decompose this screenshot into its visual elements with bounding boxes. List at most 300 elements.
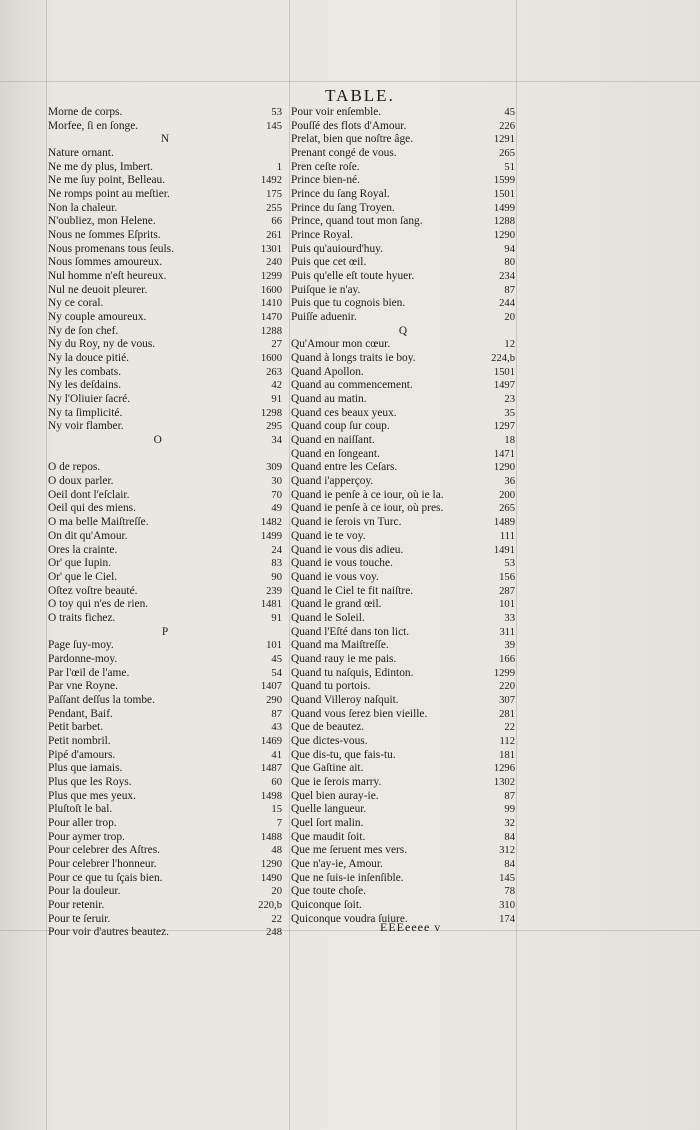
index-entry: [291, 502, 515, 516]
entry-title: Quand ces beaux yeux.: [291, 406, 397, 419]
entry-title: Quiconque voudra ſuiure.: [291, 912, 408, 925]
entry-title: Prince du ſang Troyen.: [291, 201, 395, 214]
entry-title: Puis que cet œil.: [291, 256, 367, 269]
index-entry: [291, 762, 515, 776]
index-entry: [48, 229, 282, 243]
page-number: 12: [504, 339, 515, 351]
page-number: 295: [266, 421, 282, 433]
entry-title: O doux parler.: [48, 475, 114, 488]
entry-title: Oſtez voſtre beauté.: [48, 584, 138, 597]
index-entry: [291, 721, 515, 735]
page-number: 43: [271, 722, 282, 734]
page-number: 265: [499, 148, 515, 160]
entry-title: Puis qu'auiourd'huy.: [291, 242, 383, 255]
index-entry: [48, 598, 282, 612]
entry-title: Quand tu naſquis, Edinton.: [291, 666, 414, 679]
index-entry: [291, 243, 515, 257]
page-number: 60: [271, 776, 282, 788]
entry-title: O de repos.: [48, 461, 101, 474]
index-entry: [48, 338, 282, 352]
index-entry: [48, 407, 282, 421]
page-number: 94: [504, 243, 515, 255]
index-entry: [48, 393, 282, 407]
index-entry: [48, 256, 282, 270]
entry-title: Que de beautez.: [291, 721, 365, 734]
index-entry: [291, 667, 515, 681]
page-number: 99: [504, 804, 515, 816]
entry-title: Ny voir flamber.: [48, 420, 124, 433]
page-number: 45: [504, 107, 515, 118]
index-entry: [48, 721, 282, 735]
entry-title: Quel ſort malin.: [291, 816, 364, 829]
entry-title: Pipé d'amours.: [48, 748, 116, 761]
index-entry: [291, 366, 515, 380]
entry-title: Ne me ſuy point, Belleau.: [48, 174, 166, 187]
index-entry: [291, 844, 515, 858]
entry-title: Pouſſé des flots d'Amour.: [291, 119, 407, 132]
entry-title: Puis que tu cognois bien.: [291, 297, 406, 310]
index-entry: [291, 393, 515, 407]
entry-title: Ny l'Oliuier ſacré.: [48, 393, 131, 406]
page-number: 311: [499, 626, 515, 638]
entry-title: Ne me dy plus, Imbert.: [48, 160, 154, 173]
entry-title: Que me ſeruent mes vers.: [291, 844, 408, 857]
index-entry: [291, 311, 515, 325]
entry-title: N'oubliez, mon Helene.: [48, 215, 156, 228]
page-number: 1497: [493, 380, 515, 392]
page-number: 281: [499, 708, 515, 720]
page-number: 1501: [493, 366, 515, 378]
ruling-line: [289, 0, 290, 1130]
page-number: 181: [499, 749, 515, 761]
page-number: 1489: [493, 517, 515, 529]
entry-title: Puiſque ie n'ay.: [291, 283, 361, 296]
page-number: 15: [271, 804, 282, 816]
entry-title: Petit barbet.: [48, 721, 104, 734]
index-entry: [291, 858, 515, 872]
page-number: 7: [276, 817, 282, 829]
index-entry: [291, 735, 515, 749]
ruling-line: [46, 0, 47, 1130]
entry-title: Nous ſommes amoureux.: [48, 256, 163, 269]
index-entry: [291, 229, 515, 243]
index-entry: [291, 133, 515, 147]
page-number: 263: [266, 366, 282, 378]
page-number: 224,b: [491, 353, 515, 365]
index-entry: [48, 448, 282, 462]
entry-title: Ny la douce pitié.: [48, 352, 129, 365]
index-entry: [48, 639, 282, 653]
page-number: 226: [499, 120, 515, 132]
page-number: 1487: [260, 763, 282, 775]
page-number: 1469: [260, 735, 282, 747]
entry-title: Quand le Ciel te fit naiſtre.: [291, 584, 414, 597]
page-number: 84: [504, 831, 515, 843]
page-number: 1291: [493, 134, 515, 146]
index-entry: [291, 461, 515, 475]
page-number: 41: [271, 749, 282, 761]
page-number: 87: [504, 284, 515, 296]
index-entry: [48, 202, 282, 216]
entry-title: Prince, quand tout mon ſang.: [291, 215, 423, 228]
page-number: 33: [504, 612, 515, 624]
index-entry: [291, 489, 515, 503]
page-number: 307: [499, 694, 515, 706]
index-entry: [48, 885, 282, 899]
page-number: 166: [499, 653, 515, 665]
entry-title: Quand ie ſerois vn Turc.: [291, 516, 402, 529]
index-entry: [48, 420, 282, 434]
page-number: 22: [504, 722, 515, 734]
entry-title: Morfee, ſi en ſonge.: [48, 119, 139, 132]
entry-title: Que maudit ſoit.: [291, 830, 366, 843]
page-number: 53: [271, 107, 282, 118]
index-entry: [291, 161, 515, 175]
index-entry: [291, 407, 515, 421]
page-number: 145: [266, 120, 282, 132]
page-number: 1407: [260, 681, 282, 693]
page-number: 36: [504, 476, 515, 488]
index-entry: [48, 667, 282, 681]
page-number: 91: [271, 612, 282, 624]
entry-title: Ny les deſdains.: [48, 379, 122, 392]
entry-title: Quand Apollon.: [291, 365, 364, 378]
entry-title: Pour la douleur.: [48, 885, 121, 898]
entry-title: Quand tu portois.: [291, 680, 371, 693]
section-letter: O: [153, 434, 162, 447]
index-entry: [48, 516, 282, 530]
index-entry: [291, 147, 515, 161]
entry-title: Quand le Soleil.: [291, 611, 365, 624]
entry-title: Pour aller trop.: [48, 816, 117, 829]
entry-title: Quand i'apperçoy.: [291, 475, 374, 488]
entry-title: Quand au commencement.: [291, 379, 413, 392]
page-number: 49: [271, 503, 282, 515]
index-entry: [291, 284, 515, 298]
page-number: 310: [499, 899, 515, 911]
entry-title: Quand ie vous voy.: [291, 570, 379, 583]
entry-title: Quand ie penſe à ce iour, où ie la.: [291, 488, 444, 501]
page-title: TABLE.: [325, 86, 395, 105]
entry-title: Pour te ſeruir.: [48, 912, 111, 925]
index-entry: [48, 120, 282, 134]
index-entry: [48, 147, 282, 161]
index-entry: [48, 585, 282, 599]
section-letter-row: [48, 626, 282, 640]
entry-title: Nous promenans tous ſeuls.: [48, 242, 174, 255]
index-entry: [291, 516, 515, 530]
page-number: 1599: [493, 175, 515, 187]
page-number: 1491: [493, 544, 515, 556]
index-entry: [48, 379, 282, 393]
page-number: 54: [271, 667, 282, 679]
index-entry: [48, 612, 282, 626]
entry-title: Nul ne deuoit pleurer.: [48, 283, 148, 296]
entry-title: Pour retenir.: [48, 898, 105, 911]
page-number: 112: [499, 735, 515, 747]
index-entry: [291, 544, 515, 558]
entry-title: Ne romps point au meſtier.: [48, 188, 170, 201]
entry-title: Quand le grand œil.: [291, 598, 382, 611]
index-entry: [291, 434, 515, 448]
entry-title: Quand au matin.: [291, 393, 367, 406]
index-entry: [48, 899, 282, 913]
entry-title: Pendant, Baif.: [48, 707, 113, 720]
entry-title: Quand à longs traits ie boy.: [291, 352, 416, 365]
entry-title: Quiconque ſoit.: [291, 898, 362, 911]
index-entry: [291, 831, 515, 845]
entry-title: Quand ma Maiſtreſſe.: [291, 639, 389, 652]
index-entry: [291, 475, 515, 489]
index-entry: [48, 475, 282, 489]
page-number: 34: [271, 435, 282, 447]
page-number: 174: [499, 913, 515, 925]
index-entry: [48, 325, 282, 339]
page-number: 1499: [260, 530, 282, 542]
index-entry: [48, 174, 282, 188]
entry-title: Quelle langueur.: [291, 803, 367, 816]
index-entry: [48, 844, 282, 858]
index-entry: [48, 803, 282, 817]
page-number: 27: [271, 339, 282, 351]
page-number: 220,b: [258, 899, 282, 911]
page-number: 20: [504, 312, 515, 324]
page-number: 24: [271, 544, 282, 556]
index-entry: [48, 913, 282, 927]
index-entry: [291, 885, 515, 899]
entry-title: Quand ie vous dis adieu.: [291, 543, 404, 556]
index-entry: [291, 680, 515, 694]
page-number: 244: [499, 298, 515, 310]
entry-title: Que ie ſerois marry.: [291, 775, 382, 788]
ruling-line: [0, 81, 700, 82]
entry-title: Non la chaleur.: [48, 201, 118, 214]
index-column-right: [291, 106, 515, 926]
page-number: 1600: [260, 284, 282, 296]
page-number: 45: [271, 653, 282, 665]
index-entry: [48, 872, 282, 886]
page-number: 145: [499, 872, 515, 884]
page-number: 48: [271, 845, 282, 857]
index-entry: [291, 653, 515, 667]
entry-title: Morne de corps.: [48, 106, 123, 118]
page-number: 20: [271, 886, 282, 898]
page-number: 51: [504, 161, 515, 173]
entry-title: Plus que iamais.: [48, 762, 123, 775]
entry-title: Puis qu'elle eſt toute hyuer.: [291, 270, 415, 283]
page-number: 290: [266, 694, 282, 706]
page-number: 312: [499, 845, 515, 857]
index-entry: [48, 817, 282, 831]
entry-title: Ny ta ſimplicité.: [48, 406, 123, 419]
page-number: 240: [266, 257, 282, 269]
entry-title: Petit nombril.: [48, 734, 111, 747]
index-entry: [48, 557, 282, 571]
entry-title: Ny ce coral.: [48, 297, 104, 310]
entry-title: Prelat, bien que noſtre âge.: [291, 133, 414, 146]
page-number: 83: [271, 558, 282, 570]
index-entry: [48, 708, 282, 722]
page-number: 78: [504, 886, 515, 898]
page-number: 66: [271, 216, 282, 228]
page-number: 287: [499, 585, 515, 597]
index-entry: [291, 379, 515, 393]
index-entry: [291, 202, 515, 216]
index-entry: [291, 790, 515, 804]
entry-title: Plus que mes yeux.: [48, 789, 136, 802]
page-number: 1302: [493, 776, 515, 788]
page-number: 101: [499, 599, 515, 611]
page-number: 1499: [493, 202, 515, 214]
entry-title: Nature ornant.: [48, 147, 114, 160]
entry-title: Pluſtoſt le bal.: [48, 803, 113, 816]
page-number: 1290: [493, 230, 515, 242]
entry-title: Or' que Iupin.: [48, 557, 112, 570]
index-entry: [291, 530, 515, 544]
index-entry: [291, 448, 515, 462]
entry-title: Quand l'Eſté dans ton lict.: [291, 625, 410, 638]
page-number: 1410: [260, 298, 282, 310]
index-entry: [48, 790, 282, 804]
section-letter-row: [291, 325, 515, 339]
entry-title: O toy qui n'es de rien.: [48, 598, 149, 611]
page-number: 1290: [260, 858, 282, 870]
index-entry: [291, 120, 515, 134]
index-entry: [48, 270, 282, 284]
entry-title: Que n'ay-ie, Amour.: [291, 857, 383, 870]
entry-title: Paſſant deſſus la tombe.: [48, 693, 155, 706]
index-entry: [48, 311, 282, 325]
entry-title: Page ſuy-moy.: [48, 639, 114, 652]
page-number: 1298: [260, 407, 282, 419]
page-number: 265: [499, 503, 515, 515]
page-number: 239: [266, 585, 282, 597]
index-entry: [48, 653, 282, 667]
entry-title: Nul homme n'eſt heureux.: [48, 270, 167, 283]
page-number: 84: [504, 858, 515, 870]
index-entry: [48, 544, 282, 558]
index-entry: [291, 872, 515, 886]
page-number: 255: [266, 202, 282, 214]
section-letter: N: [160, 133, 170, 146]
entry-title: Prince bien-né.: [291, 174, 360, 187]
entry-title: Pour ce que tu ſçais bien.: [48, 871, 163, 884]
page-number: 1299: [493, 667, 515, 679]
index-entry: [48, 106, 282, 120]
entry-title: Quand vous ſerez bien vieille.: [291, 707, 428, 720]
page-number: 1301: [260, 243, 282, 255]
ruling-line: [516, 0, 517, 1130]
page-number: 1297: [493, 421, 515, 433]
entry-title: O traits fichez.: [48, 611, 116, 624]
page-number: 1299: [260, 271, 282, 283]
index-entry: [291, 270, 515, 284]
page-number: 35: [504, 407, 515, 419]
entry-title: Quand Villeroy naſquit.: [291, 693, 399, 706]
entry-title: Quand en naiſſant.: [291, 434, 375, 447]
index-entry: [48, 489, 282, 503]
entry-title: Prenant congé de vous.: [291, 147, 397, 160]
entry-title: Que ne ſuis-ie inſenſible.: [291, 871, 404, 884]
entry-title: Ny les combats.: [48, 365, 122, 378]
entry-title: Que Gaſtine ait.: [291, 762, 364, 775]
index-entry: [291, 708, 515, 722]
index-entry: [291, 803, 515, 817]
page-number: 87: [271, 708, 282, 720]
entry-title: Prince Royal.: [291, 229, 354, 242]
index-entry: [48, 680, 282, 694]
section-letter-row: [48, 133, 282, 147]
index-entry: [48, 215, 282, 229]
index-entry: [48, 530, 282, 544]
page-number: 91: [271, 394, 282, 406]
page-number: 248: [266, 927, 282, 939]
entry-title: Par l'œil de l'ame.: [48, 666, 130, 679]
page-number: 101: [266, 640, 282, 652]
page-number: 261: [266, 230, 282, 242]
entry-title: Quand rauy ie me pais.: [291, 652, 397, 665]
page-number: 87: [504, 790, 515, 802]
index-entry: [48, 297, 282, 311]
entry-title: Pour voir d'autres beautez.: [48, 926, 169, 939]
page-number: 30: [271, 476, 282, 488]
index-entry: [291, 188, 515, 202]
page-number: 1488: [260, 831, 282, 843]
entry-title: Or' que le Ciel.: [48, 570, 118, 583]
index-entry: [291, 420, 515, 434]
page-number: 200: [499, 489, 515, 501]
page-number: 1: [276, 161, 282, 173]
page-number: 90: [271, 571, 282, 583]
index-entry: [291, 256, 515, 270]
signature-mark: EEEeeee v: [380, 920, 442, 934]
page-number: 1481: [260, 599, 282, 611]
page-number: 1296: [493, 763, 515, 775]
page-number: 32: [504, 817, 515, 829]
index-entry: [291, 338, 515, 352]
index-entry: [48, 188, 282, 202]
page-number: 175: [266, 189, 282, 201]
page-number: 39: [504, 640, 515, 652]
index-entry: [291, 557, 515, 571]
index-entry: [291, 297, 515, 311]
index-entry: [291, 776, 515, 790]
page-number: 80: [504, 257, 515, 269]
page-number: 23: [504, 394, 515, 406]
entry-title: Qu'Amour mon cœur.: [291, 338, 391, 351]
index-entry: [48, 352, 282, 366]
index-entry: [291, 899, 515, 913]
index-entry: [291, 612, 515, 626]
index-entry: [291, 215, 515, 229]
entry-title: Pardonne-moy.: [48, 652, 118, 665]
page-number: 1600: [260, 353, 282, 365]
index-entry: [48, 461, 282, 475]
index-entry: [48, 161, 282, 175]
page-number: 1288: [260, 325, 282, 337]
index-entry: [291, 352, 515, 366]
entry-title: O ma belle Maiſtreſſe.: [48, 516, 149, 529]
index-entry: [48, 749, 282, 763]
entry-title: Que dis-tu, que fais-tu.: [291, 748, 396, 761]
index-entry: [291, 571, 515, 585]
page-number: 309: [266, 462, 282, 474]
section-letter: P: [161, 625, 169, 638]
entry-title: Oeil qui des miens.: [48, 502, 136, 515]
index-entry: [48, 762, 282, 776]
page-number: 18: [504, 435, 515, 447]
entry-title: Que dictes-vous.: [291, 734, 368, 747]
